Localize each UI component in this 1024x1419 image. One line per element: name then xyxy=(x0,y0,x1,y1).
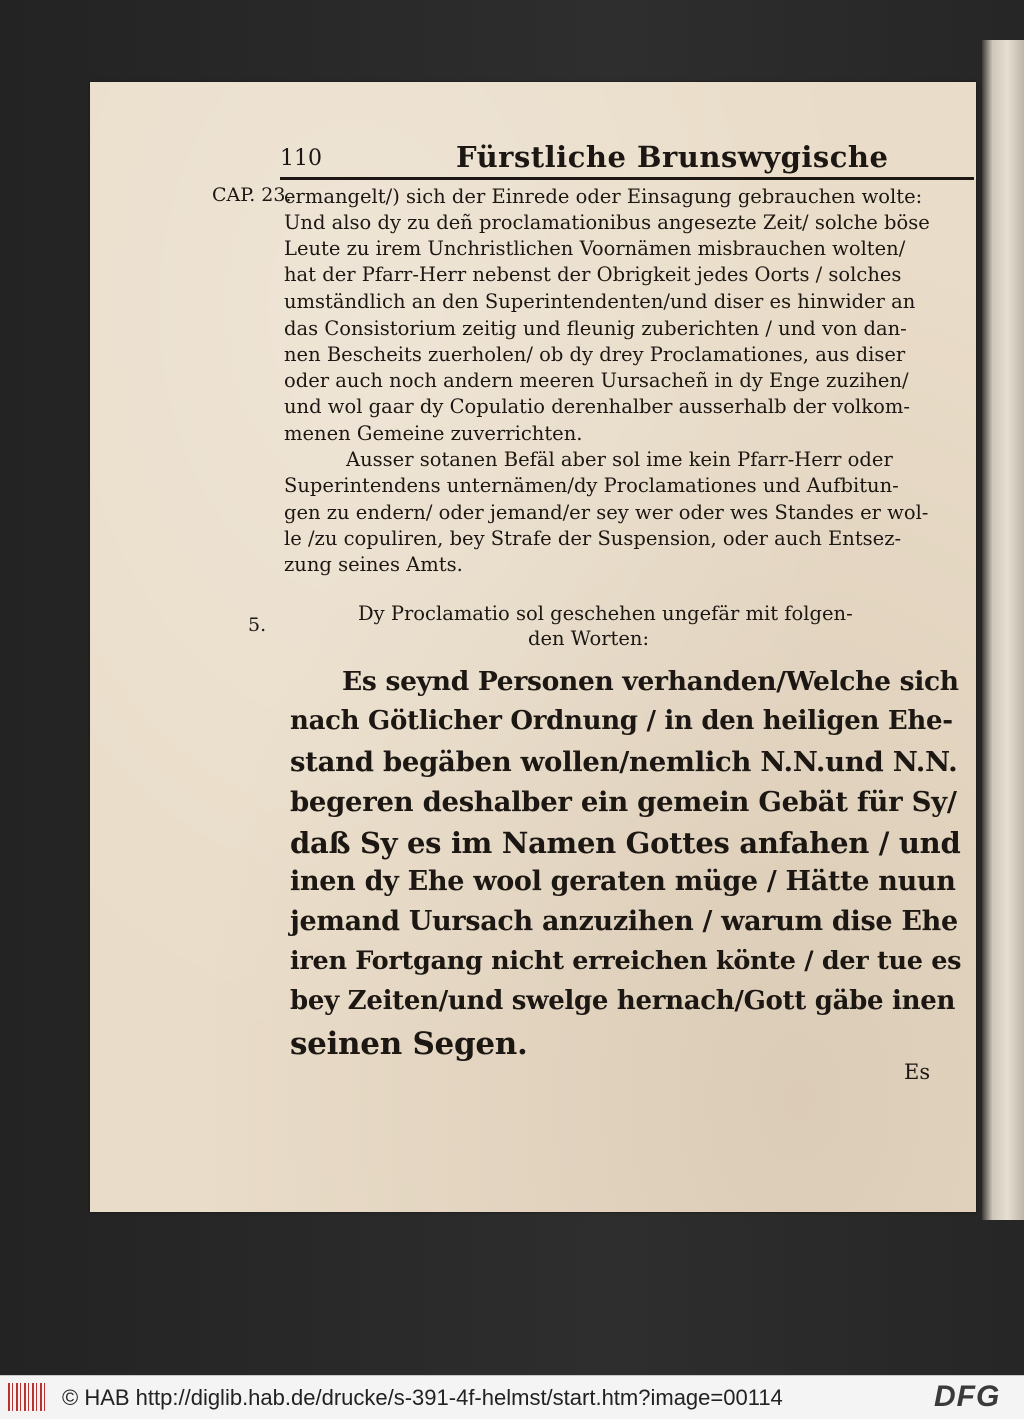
body-line: umständlich an den Superintendenten/und diser es hinwider an xyxy=(284,290,916,313)
body-line: nen Bescheits zuerholen/ ob dy drey Proclamationes, aus diser xyxy=(284,343,906,366)
proclamation-line: daß Sy es im Namen Gottes anfahen / und xyxy=(290,826,961,860)
body-line: Leute zu irem Unchristlichen Voornämen misbrauchen wolten/ xyxy=(284,237,906,260)
body-line: le /zu copuliren, bey Strafe der Suspension, oder auch Entsez- xyxy=(284,527,902,550)
proclamation-line: nach Götlicher Ordnung / in den heiligen Ehe- xyxy=(290,706,953,736)
body-line: das Consistorium zeitig und fleunig zuberichten / und von dan- xyxy=(284,317,907,340)
catchword: Es xyxy=(904,1060,931,1084)
section-heading-line: Dy Proclamatio sol geschehen ungefär mit folgen- xyxy=(358,602,853,625)
body-line: zung seines Amts. xyxy=(284,553,463,576)
copyright-link[interactable]: © HAB http://diglib.hab.de/drucke/s-391-4f-helmst/start.htm?image=00114 xyxy=(62,1385,783,1410)
margin-chapter-note: CAP. 23. xyxy=(212,184,292,206)
proclamation-line: stand begäben wollen/nemlich N.N.und N.N. xyxy=(290,746,958,778)
viewer-footer xyxy=(0,1375,1024,1419)
page-number: 110 xyxy=(280,146,322,171)
dfg-logo: DFG xyxy=(934,1380,1001,1413)
margin-section-number: 5. xyxy=(248,614,267,636)
book-page xyxy=(90,82,976,1212)
head-rule xyxy=(280,177,974,180)
body-line: menen Gemeine zuverrichten. xyxy=(284,422,583,445)
adjacent-page-edge xyxy=(982,40,1024,1220)
proclamation-line: seinen Segen. xyxy=(290,1026,528,1062)
body-line: Und also dy zu deñ proclamationibus angesezte Zeit/ solche böse xyxy=(284,211,930,234)
proclamation-line: bey Zeiten/und swelge hernach/Gott gäbe inen xyxy=(290,986,956,1016)
running-head: Fürstliche Brunswygische xyxy=(456,140,889,174)
proclamation-line: Es seynd Personen verhanden/Welche sich xyxy=(342,666,959,697)
section-heading-line: den Worten: xyxy=(528,627,650,650)
proclamation-line: jemand Uursach anzuzihen / warum dise Ehe xyxy=(290,906,958,937)
proclamation-line: begeren deshalber ein gemein Gebät für Sy/ xyxy=(290,786,957,818)
hab-barcode-icon xyxy=(8,1383,48,1411)
body-line: hat der Pfarr-Herr nebenst der Obrigkeit jedes Oorts / solches xyxy=(284,263,902,286)
body-line: Ausser sotanen Befäl aber sol ime kein Pfarr-Herr oder xyxy=(346,448,893,471)
body-line: Superintendens unternämen/dy Proclamationes und Aufbitun- xyxy=(284,474,899,497)
proclamation-line: iren Fortgang nicht erreichen könte / der tue es xyxy=(290,946,962,976)
body-line: und wol gaar dy Copulatio derenhalber ausserhalb der volkom- xyxy=(284,395,910,418)
body-line: gen zu endern/ oder jemand/er sey wer oder wes Standes er wol- xyxy=(284,501,929,524)
proclamation-line: inen dy Ehe wool geraten müge / Hätte nuun xyxy=(290,866,956,897)
body-line: oder auch noch andern meeren Uursacheñ in dy Enge zuzihen/ xyxy=(284,369,909,392)
body-line: ermangelt/) sich der Einrede oder Einsagung gebrauchen wolte: xyxy=(284,185,923,208)
